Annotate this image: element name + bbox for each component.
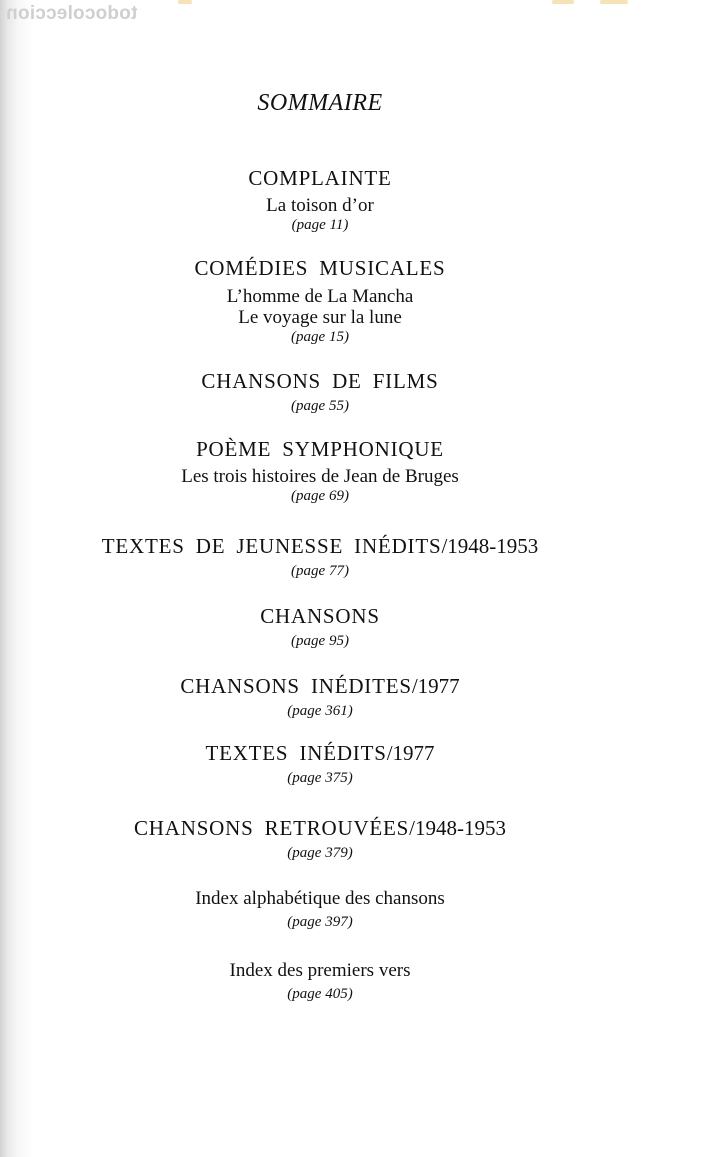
toc-heading-years: /1977: [411, 674, 460, 698]
toc-heading: COMÉDIES MUSICALES: [194, 256, 446, 280]
toc-heading-years: /1948-1953: [409, 816, 506, 840]
toc-entry-comedies-musicales: [0, 256, 640, 346]
toc-page-ref: (page 95): [291, 633, 349, 649]
page-stain: [600, 0, 628, 4]
toc-entry-index-alphabetique: [0, 888, 640, 931]
toc-subtitle: L’homme de La Mancha: [226, 286, 414, 307]
toc-subtitle: La toison d’or: [266, 195, 374, 216]
toc-heading-text: TEXTES INÉDITS: [205, 741, 387, 765]
page-stain: [552, 0, 574, 4]
toc-page-ref: (page 15): [291, 329, 349, 345]
toc-page-ref: (page 375): [287, 770, 353, 786]
toc-page-ref: (page 361): [287, 703, 353, 719]
toc-heading: POÈME SYMPHONIQUE: [196, 437, 444, 461]
toc-page-ref: (page 69): [291, 488, 349, 504]
toc-heading-text: CHANSONS RETROUVÉES: [134, 816, 410, 840]
toc-page-ref: (page 77): [291, 563, 349, 579]
toc-heading: [0, 534, 640, 558]
toc-page-ref: (page 405): [287, 986, 353, 1002]
toc-entry-chansons-retrouvees: [0, 816, 640, 862]
watermark: todocoleccion: [6, 3, 138, 24]
toc-entry-poeme-symphonique: [0, 437, 640, 505]
toc-heading-years: /1977: [386, 741, 435, 765]
toc-page-ref: (page 55): [291, 398, 349, 414]
toc-heading-text: CHANSONS INÉDITES: [180, 674, 412, 698]
toc-entry-textes-de-jeunesse: [0, 534, 640, 580]
toc-heading: [0, 816, 640, 840]
toc-entry-chansons: [0, 604, 640, 650]
toc-subtitle: Le voyage sur la lune: [238, 307, 402, 328]
toc-heading: Index des premiers vers: [229, 960, 411, 981]
toc-heading-text: TEXTES DE JEUNESSE INÉDITS: [101, 534, 442, 558]
toc-heading: Index alphabétique des chansons: [195, 888, 445, 909]
toc-entry-index-premiers-vers: [0, 960, 640, 1003]
toc-subtitle: Les trois histoires de Jean de Bruges: [181, 466, 459, 487]
toc-entry-chansons-inedites: [0, 674, 640, 720]
toc-entry-textes-inedits: [0, 741, 640, 787]
toc-heading: CHANSONS DE FILMS: [201, 369, 439, 393]
toc-heading: CHANSONS: [260, 604, 380, 628]
toc-page-ref: (page 397): [287, 914, 353, 930]
toc-heading: COMPLAINTE: [248, 166, 392, 190]
toc-heading-years: /1948-1953: [441, 534, 539, 558]
page-title: SOMMAIRE: [257, 90, 383, 116]
toc-entry-complainte: [0, 166, 640, 234]
toc-heading: [0, 741, 640, 765]
toc-page-ref: (page 379): [287, 845, 353, 861]
toc-heading: [0, 674, 640, 698]
page-stain: [178, 0, 192, 4]
toc-entry-chansons-de-films: [0, 369, 640, 415]
toc-page-ref: (page 11): [291, 217, 349, 233]
